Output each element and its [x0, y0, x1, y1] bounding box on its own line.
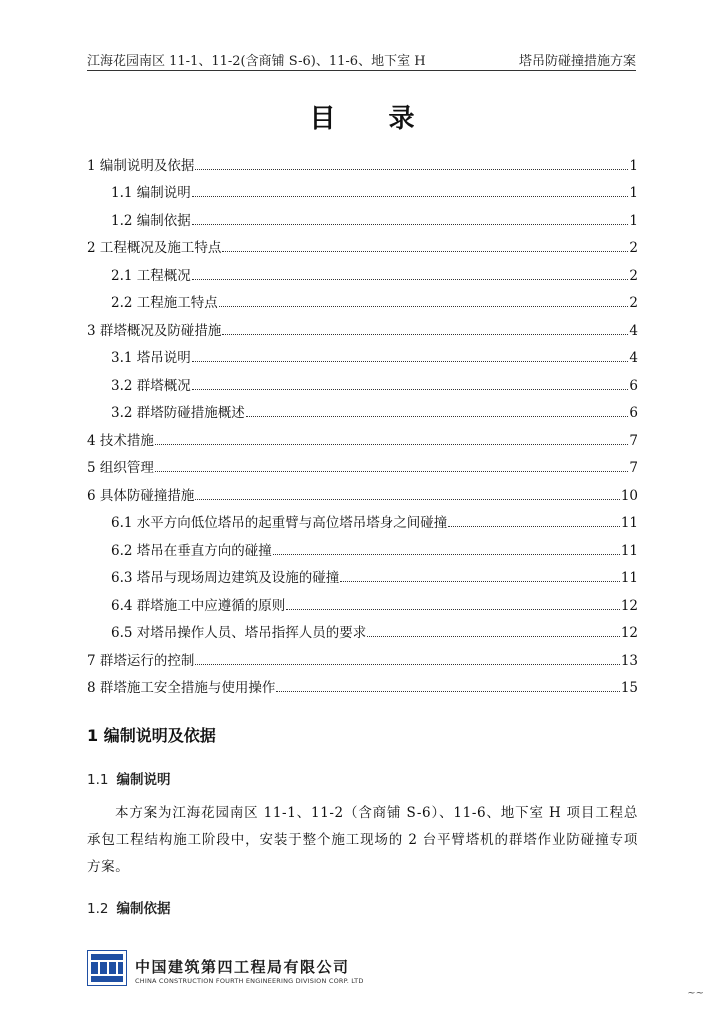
toc-entry[interactable]: [87, 449, 638, 477]
toc-entry-page: 6: [629, 377, 638, 394]
page-footer: [87, 950, 636, 990]
toc-entry[interactable]: [87, 284, 638, 312]
table-of-contents: [87, 146, 638, 696]
toc-leader-dots: [195, 168, 628, 170]
toc-entry-label: 7 群塔运行的控制: [87, 652, 195, 669]
toc-entry-label: 6.3 塔吊与现场周边建筑及设施的碰撞: [111, 570, 340, 586]
toc-entry-page: 12: [620, 597, 638, 614]
toc-entry[interactable]: [87, 614, 638, 642]
toc-entry-label: 1 编制说明及依据: [87, 157, 195, 174]
toc-leader-dots: [192, 195, 629, 197]
subsection-title: 编制说明: [116, 772, 171, 788]
toc-entry-page: 12: [620, 625, 638, 641]
toc-entry-page: 2: [629, 267, 638, 284]
toc-entry-label: 8 群塔施工安全措施与使用操作: [87, 680, 276, 696]
toc-entry[interactable]: [87, 586, 638, 614]
toc-entry-label: 2.1 工程概况: [111, 267, 191, 284]
toc-leader-dots: [222, 333, 628, 335]
toc-leader-dots: [448, 525, 620, 527]
toc-leader-dots: [286, 608, 620, 610]
toc-entry[interactable]: [87, 339, 638, 367]
toc-leader-dots: [155, 443, 629, 445]
toc-leader-dots: [219, 305, 629, 307]
toc-entry[interactable]: [87, 476, 638, 504]
toc-leader-dots: [276, 690, 619, 692]
toc-entry[interactable]: [87, 394, 638, 422]
toc-entry-label: 6.1 水平方向低位塔吊的起重臂与高位塔吊塔身之间碰撞: [111, 515, 448, 531]
toc-entry-label: 6.4 群塔施工中应遵循的原则: [111, 597, 286, 614]
toc-entry-label: 6.5 对塔吊操作人员、塔吊指挥人员的要求: [111, 625, 367, 641]
toc-entry[interactable]: [87, 504, 638, 532]
toc-entry-label: 6 具体防碰撞措施: [87, 487, 195, 504]
toc-entry-label: 1.2 编制依据: [111, 212, 191, 229]
toc-entry-page: 11: [620, 542, 638, 559]
toc-entry-label: 3.2 群塔防碰措施概述: [111, 405, 245, 421]
page-header: [87, 48, 636, 71]
toc-entry-page: 1: [629, 185, 638, 201]
toc-entry-page: 10: [620, 487, 638, 504]
toc-entry-label: 3 群塔概况及防碰措施: [87, 322, 222, 339]
toc-leader-dots: [192, 223, 629, 225]
toc-entry-page: 2: [629, 240, 638, 256]
toc-title: 目 录: [309, 104, 437, 134]
cscec-logo-icon: [87, 950, 127, 986]
toc-entry-page: 13: [620, 652, 638, 669]
header-project-name: 江海花园南区 11-1、11-2(含商铺 S-6)、11-6、地下室 H: [87, 54, 426, 69]
toc-entry[interactable]: [87, 174, 638, 202]
toc-entry-page: 2: [629, 295, 638, 311]
toc-entry-page: 11: [620, 515, 638, 531]
toc-entry-page: 11: [620, 570, 638, 586]
toc-entry-label: 1.1 编制说明: [111, 185, 191, 201]
page-mark: ~~: [687, 988, 704, 999]
toc-entry-page: 7: [629, 460, 638, 476]
toc-entry-label: 2.2 工程施工特点: [111, 295, 218, 311]
toc-leader-dots: [367, 635, 620, 637]
toc-leader-dots: [222, 250, 628, 252]
toc-entry[interactable]: [87, 669, 638, 697]
toc-entry[interactable]: [87, 229, 638, 257]
toc-leader-dots: [155, 470, 629, 472]
toc-entry-page: 4: [629, 322, 638, 339]
header-doc-title: 塔吊防碰撞措施方案: [518, 54, 636, 69]
toc-leader-dots: [273, 553, 620, 555]
toc-entry-label: 5 组织管理: [87, 460, 154, 476]
toc-entry[interactable]: [87, 531, 638, 559]
toc-leader-dots: [246, 415, 629, 417]
toc-leader-dots: [340, 580, 620, 582]
toc-entry[interactable]: [87, 146, 638, 174]
toc-entry-page: 1: [629, 157, 638, 174]
section-heading: 1 编制说明及依据: [87, 726, 216, 745]
toc-entry[interactable]: [87, 256, 638, 284]
toc-entry-page: 6: [629, 405, 638, 421]
toc-entry-label: 4 技术措施: [87, 432, 154, 449]
toc-leader-dots: [195, 663, 619, 665]
toc-entry-label: 3.1 塔吊说明: [111, 350, 191, 366]
toc-entry-page: 4: [629, 350, 638, 366]
company-name-cn: 中国建筑第四工程局有限公司: [135, 958, 350, 976]
toc-entry-label: 3.2 群塔概况: [111, 377, 191, 394]
body-paragraph: 本方案为江海花园南区 11-1、11-2（含商铺 S-6）、11-6、地下室 H 项目工程总承包工程结构施工阶段中，安装于整个施工现场的 2 台平臂塔机的群塔作业防碰撞专项方案。: [87, 805, 638, 875]
toc-entry-page: 7: [629, 432, 638, 449]
toc-entry[interactable]: [87, 641, 638, 669]
toc-entry-label: 2 工程概况及施工特点: [87, 240, 222, 256]
toc-entry[interactable]: [87, 421, 638, 449]
toc-entry[interactable]: [87, 366, 638, 394]
subsection-heading-1-2: [87, 897, 170, 917]
subsection-number: 1.1: [87, 772, 109, 788]
toc-entry[interactable]: [87, 559, 638, 587]
toc-entry-page: 1: [629, 212, 638, 229]
toc-leader-dots: [192, 278, 629, 280]
toc-leader-dots: [195, 498, 619, 500]
toc-entry[interactable]: [87, 311, 638, 339]
toc-entry[interactable]: [87, 201, 638, 229]
toc-leader-dots: [192, 388, 629, 390]
subsection-title: 编制依据: [116, 901, 171, 917]
toc-entry-page: 15: [620, 680, 638, 696]
company-name-en: CHINA CONSTRUCTION FOURTH ENGINEERING DIVISION CORP. LTD: [135, 977, 364, 985]
toc-entry-label: 6.2 塔吊在垂直方向的碰撞: [111, 542, 272, 559]
subsection-number: 1.2: [87, 901, 109, 917]
toc-leader-dots: [192, 360, 629, 362]
subsection-heading-1-1: [87, 768, 170, 788]
